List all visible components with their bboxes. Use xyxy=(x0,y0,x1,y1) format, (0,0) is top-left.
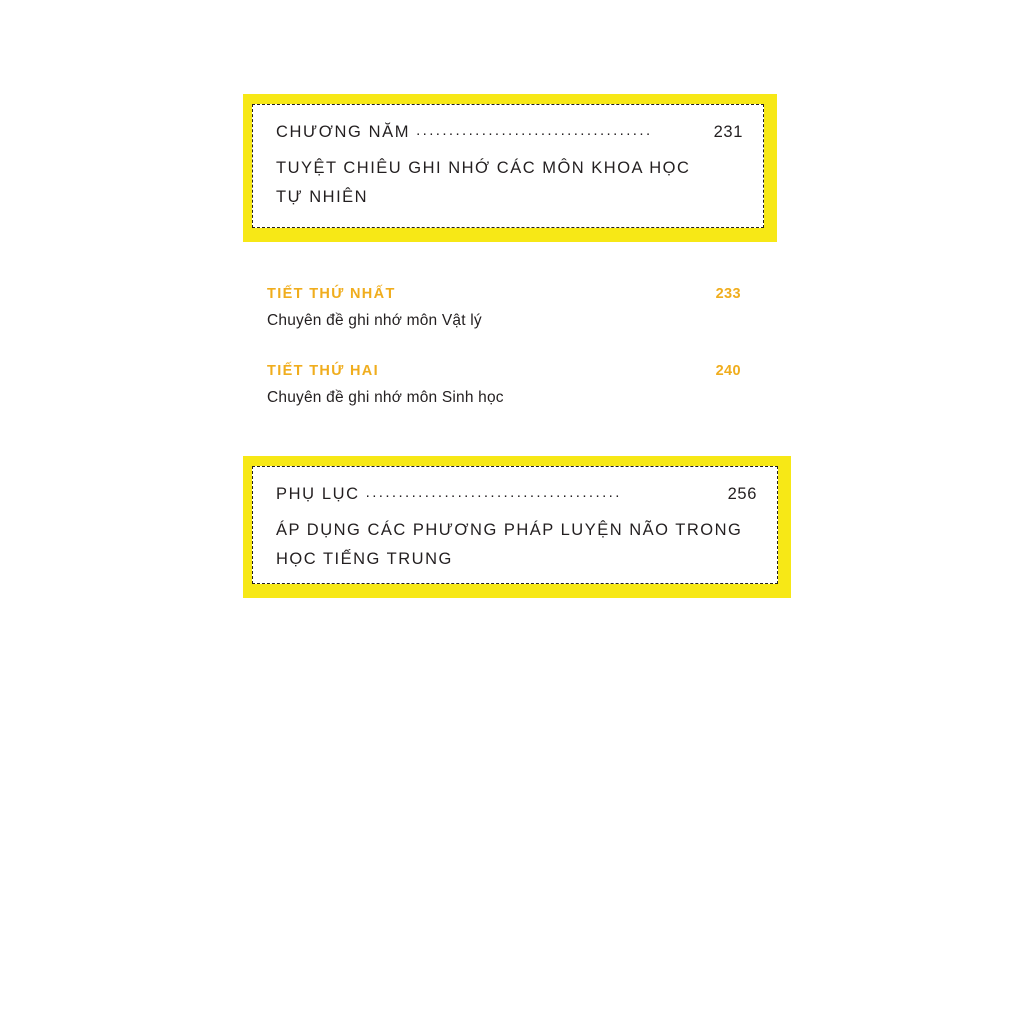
chapter-title-row xyxy=(276,484,757,505)
section-label: TIẾT THỨ NHẤT xyxy=(267,286,396,302)
section-entry-tiet-thu-nhat xyxy=(267,286,741,330)
section-description: Chuyên đề ghi nhớ môn Sinh học xyxy=(267,389,504,406)
chapter-page-number: 256 xyxy=(727,485,757,503)
chapter-subtitle: TUYỆT CHIÊU GHI NHỚ CÁC MÔN KHOA HỌC TỰ NHIÊN xyxy=(276,159,691,206)
chapter-entry-phu-luc xyxy=(243,456,791,598)
section-label: TIẾT THỨ HAI xyxy=(267,363,380,379)
chapter-page-number: 231 xyxy=(713,123,743,141)
section-page-number: 240 xyxy=(715,363,741,379)
section-description: Chuyên đề ghi nhớ môn Vật lý xyxy=(267,312,482,329)
chapter-title: PHỤ LỤC xyxy=(276,485,360,503)
dashed-border-box xyxy=(252,104,764,228)
section-entry-tiet-thu-hai xyxy=(267,363,741,407)
dot-leader: ....................................... xyxy=(365,484,622,501)
chapter-title-row xyxy=(276,122,743,143)
section-header-row xyxy=(267,286,741,302)
dashed-border-box xyxy=(252,466,778,584)
chapter-entry-chuong-nam xyxy=(243,94,777,242)
dot-leader: .................................... xyxy=(416,122,653,139)
chapter-subtitle: ÁP DỤNG CÁC PHƯƠNG PHÁP LUYỆN NÃO TRONG HỌC TIẾNG TRUNG xyxy=(276,521,743,568)
chapter-title: CHƯƠNG NĂM xyxy=(276,123,411,141)
section-header-row xyxy=(267,363,741,379)
section-page-number: 233 xyxy=(715,286,741,302)
